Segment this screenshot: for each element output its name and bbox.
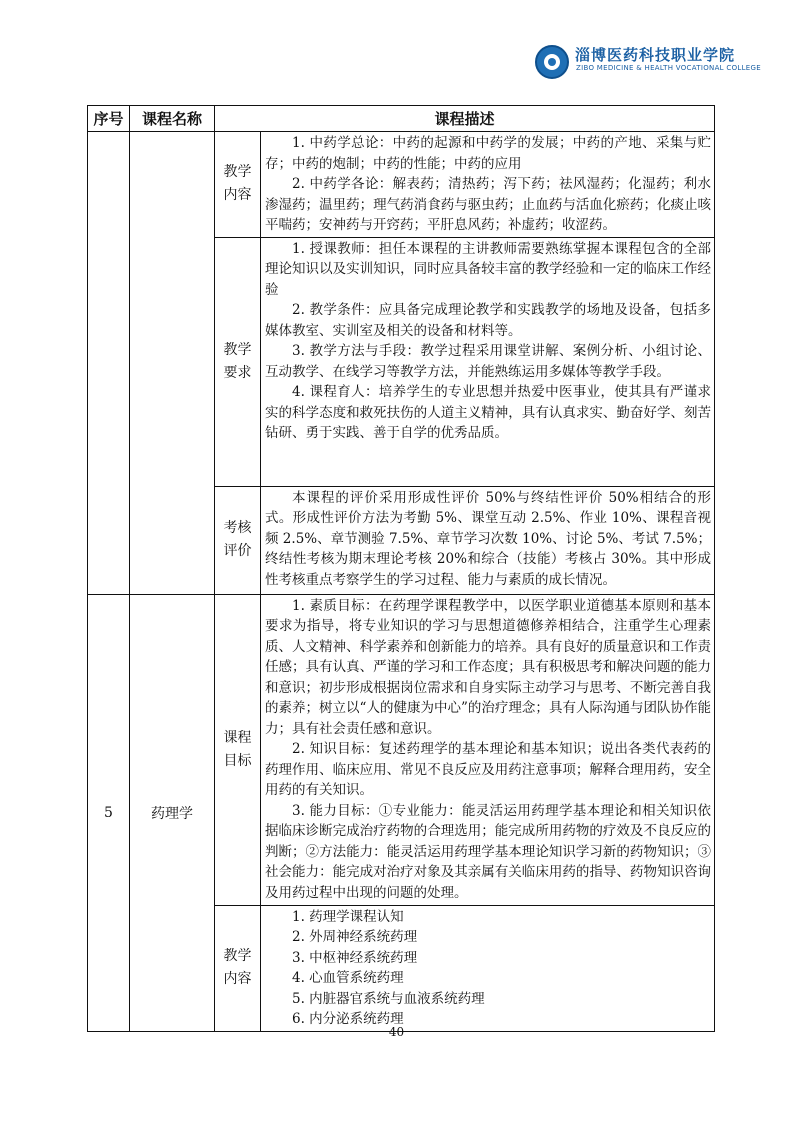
- content-item: 5. 内脏器官系统与血液系统药理: [292, 990, 485, 1007]
- course-table: [87, 105, 715, 1032]
- requirements-desc: [261, 237, 715, 486]
- content-item: 2. 外周神经系统药理: [292, 929, 418, 945]
- requirement-item: 2. 教学条件：应具备完成理论教学和实践教学的场地及设备，包括多媒体教室、实训室及相关的设备和材料等。: [265, 302, 712, 339]
- school-emblem-icon: [535, 45, 569, 79]
- evaluation-desc: [261, 486, 715, 594]
- content-label: 教学 内容: [215, 132, 261, 238]
- page-header: [0, 0, 793, 100]
- content-label-2: 教学 内容: [215, 905, 261, 1031]
- number-cell-empty: [88, 132, 130, 595]
- header-course-name: 课程名称: [130, 106, 215, 132]
- requirements-label: 教学 要求: [215, 237, 261, 486]
- content-item: 3. 中枢神经系统药理: [292, 949, 418, 966]
- school-name: 淄博医药科技职业学院: [575, 46, 736, 64]
- requirement-item: 3. 教学方法与手段：教学过程采用课堂讲解、案例分析、小组讨论、互动教学、在线学习等教学方法，并能熟练运用多媒体等教学手段。: [265, 343, 712, 380]
- goals-desc: [261, 594, 715, 905]
- header-number: 序号: [88, 106, 130, 132]
- header-course-desc: 课程描述: [215, 106, 715, 132]
- goals-label: 课程 目标: [215, 594, 261, 905]
- course-name-cell-empty: [130, 132, 215, 595]
- requirement-item: 4. 课程育人：培养学生的专业思想并热爱中医事业，使其具有严谨求实的科学态度和救死扶伤的人道主义精神，具有认真求实、勤奋好学、刻苦钻研、勇于实践、善于自学的优秀品质。: [265, 384, 712, 441]
- school-name-en: ZIBO MEDICINE & HEALTH VOCATIONAL COLLEGE: [576, 64, 761, 72]
- content-item: 2. 中药学各论：解表药；清热药；泻下药；祛风湿药；化湿药；利水渗湿药；温里药；理气药消食药与驱虫药；止血药与活血化瘀药；化痰止咳平喘药；安神药与开窍药；平肝息风药；补虚药；收涩药。: [265, 176, 712, 233]
- table-header-row: [88, 106, 715, 132]
- table-row: [88, 594, 715, 905]
- content-item: 1. 药理学课程认知: [292, 908, 404, 925]
- goal-item: 3. 能力目标：①专业能力：能灵活运用药理学基本理论和相关知识依据临床诊断完成治疗药物的合理选用；能完成所用药物的疗效及不良反应的判断；②方法能力：能灵活运用药理学基本理论知识学习新的药物知识；③社会能力：能完成对治疗对象及其亲属有关临床用药的指导、药物知识咨询及用药过程中出现的问题的处理。: [265, 802, 712, 901]
- page-number: 40: [388, 1025, 405, 1039]
- content-desc: [261, 132, 715, 238]
- goal-item: 1. 素质目标：在药理学课程教学中，以医学职业道德基本原则和基本要求为指导，将专业知识的学习与思想道德修养相结合，注重学生心理素质、人文精神、科学素养和创新能力的培养。具有良好的质量意识和工作责任感；具有认真、严谨的学习和工作态度；具有积极思考和解决问题的能力和意识；初步形成根据岗位需求和自身实际主动学习与思考、不断完善自我的素养；树立以“人的健康为中心”的治疗理念；具有人际沟通与团队协作能力；具有社会责任感和意识。: [265, 597, 712, 737]
- school-logo: [535, 42, 770, 82]
- evaluation-label: 考核 评价: [215, 486, 261, 594]
- evaluation-text: 本课程的评价采用形成性评价 50%与终结性评价 50%相结合的形式。形成性评价方法为考勤 5%、课堂互动 2.5%、作业 10%、课程音视频 2.5%、章节测验 7.5%、章节学习次数 10%、讨论 5%、考试 7.5%；终结性考核为期末理论考核 20%和综合（技能）考核占 30%。其中形成性考核重点考察学生的学习过程、能力与素质的成长情况。: [265, 489, 712, 588]
- content-desc-2: [261, 905, 715, 1031]
- course-number: 5: [88, 594, 130, 1031]
- course-name: 药理学: [130, 594, 215, 1031]
- content-item: 4. 心血管系统药理: [292, 970, 404, 986]
- content-item: 1. 中药学总论：中药的起源和中药学的发展；中药的产地、采集与贮存；中药的炮制；中药的性能；中药的应用: [265, 135, 712, 172]
- content-item: 6. 内分泌系统药理: [292, 1011, 404, 1027]
- requirement-item: 1. 授课教师：担任本课程的主讲教师需要熟练掌握本课程包含的全部理论知识以及实训知识，同时应具备较丰富的教学经验和一定的临床工作经验: [265, 240, 712, 298]
- table-row: [88, 132, 715, 238]
- goal-item: 2. 知识目标：复述药理学的基本理论和基本知识；说出各类代表药的药理作用、临床应用、常见不良反应及用药注意事项；解释合理用药，安全用药的有关知识。: [265, 741, 712, 798]
